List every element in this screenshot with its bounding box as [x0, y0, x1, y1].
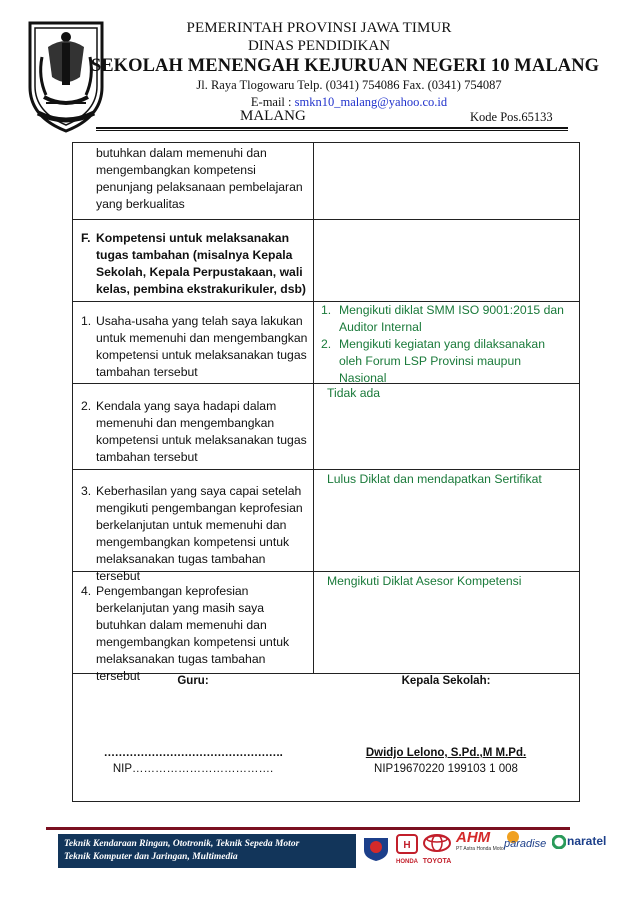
- table-row: [73, 301, 579, 384]
- honda-logo: H HONDA: [394, 833, 420, 863]
- honda-wing-icon: [394, 833, 420, 855]
- row-left-text: 3. Keberhasilan yang saya capai setelah mengikuti pengembangan keprofesian berkelanjutan untuk memenuhi dan mengembangkan kompetensi untuk melaksanakan tugas tambahan tersebut: [81, 484, 303, 583]
- svg-text:H: H: [403, 840, 411, 851]
- principal-name: Dwidjo Lelono, S.Pd.,M M.Pd.: [365, 747, 527, 759]
- row-right-text: Mengikuti Diklat Asesor Kompetensi: [327, 574, 522, 588]
- guru-signature-line: ………………………………………….: [103, 747, 283, 759]
- header-government: PEMERINTAH PROVINSI JAWA TIMUR: [186, 20, 452, 36]
- table-row: [73, 219, 579, 302]
- footer-programs-line1: Teknik Kendaraan Ringan, Ototronik, Teknik Sepeda Motor: [64, 839, 300, 849]
- row-left-text: 2. Kendala yang saya hadapi dalam memenuhi dan mengembangkan kompetensi untuk melaksanakan tugas tambahan tersebut: [81, 399, 307, 464]
- header-city: MALANG: [240, 108, 306, 124]
- footer-programs: [58, 834, 356, 868]
- toyota-emblem-icon: [420, 833, 454, 853]
- table-row: [73, 143, 579, 220]
- header-email-line: [30, 95, 638, 110]
- row-left-text: 1. Usaha-usaha yang telah saya lakukan untuk memenuhi dan mengembangkan kompetensi untuk melaksanakan tugas tambahan tersebut: [81, 314, 308, 379]
- header-postal-code: Kode Pos.65133: [470, 110, 553, 124]
- row-left-text: butuhkan dalam memenuhi dan mengembangkan kompetensi penunjang pelaksanaan pembelajaran yang berkualitas: [96, 146, 303, 211]
- email-link[interactable]: smkn10_malang@yahoo.co.id: [294, 95, 448, 109]
- row-left-text: 4. Pengembangan keprofesian berkelanjutan yang masih saya butuhkan dalam memenuhi dan mengembangkan kompetensi untuk melaksanakan tugas tambahan tersebut: [81, 584, 290, 683]
- header-address: Jl. Raya Tlogowaru Telp. (0341) 754086 Fax. (0341) 754087: [196, 78, 502, 92]
- header-rule-thick: [96, 127, 568, 129]
- ahm-logo: AHM PT Astra Honda Motor: [456, 829, 506, 852]
- header-school-name: SEKOLAH MENENGAH KEJURUAN NEGERI 10 MALANG: [90, 56, 600, 76]
- header-department: DINAS PENDIDIKAN: [247, 38, 391, 54]
- email-label: E-mail :: [250, 95, 295, 109]
- guru-label: Guru:: [177, 675, 209, 687]
- competency-table: [72, 142, 580, 802]
- naratel-logo: naratel: [552, 832, 614, 862]
- paradise-logo: paradise: [504, 830, 550, 860]
- principal-nip: NIP19670220 199103 1 008: [374, 763, 518, 775]
- naratel-swirl-icon: [552, 835, 566, 849]
- row-right-text: 1. Mengikuti diklat SMM ISO 9001:2015 dan Auditor Internal 2. Mengikuti kegiatan yang dilaksanakan oleh Forum LSP Provinsi maupun Nasional: [321, 303, 564, 385]
- header-rule-thin: [96, 130, 568, 131]
- row-left-text: F. Kompetensi untuk melaksanakan tugas tambahan (misalnya Kepala Sekolah, Kepala Perpustakaan, wali kelas, pembina ekstrakurikuler, dsb): [81, 231, 306, 296]
- table-row: [73, 383, 579, 470]
- principal-label: Kepala Sekolah:: [401, 675, 491, 687]
- toyota-logo: TOYOTA: [420, 833, 454, 863]
- row-right-text: Tidak ada: [327, 386, 381, 400]
- footer-programs-line2: Teknik Komputer dan Jaringan, Multimedia: [64, 852, 238, 862]
- row-right-text: Lulus Diklat dan mendapatkan Sertifikat: [327, 472, 542, 486]
- guru-nip: NIP……………………………….: [112, 763, 274, 775]
- school-emblem-logo: [360, 832, 392, 862]
